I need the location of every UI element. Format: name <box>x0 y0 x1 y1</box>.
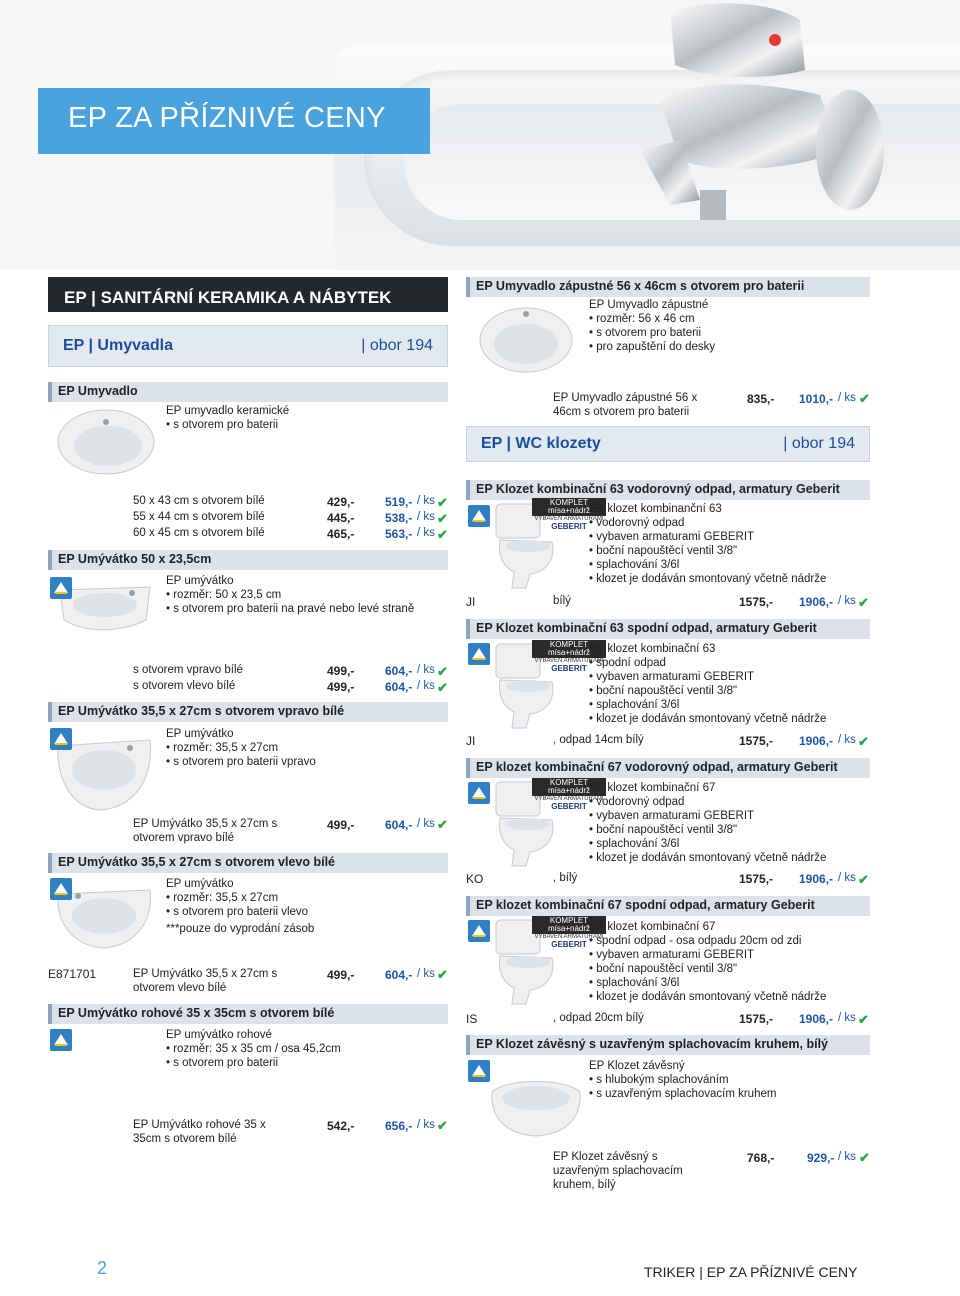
product-title-rohove: EP Umývátko rohové 35 x 35cm s otvorem bílé <box>48 1004 448 1024</box>
table-row: EP Umývátko rohové 35 x 35cm s otvorem bílé 542,- 656,- / ks ✔ <box>133 1118 448 1145</box>
page-title: EP ZA PŘÍZNIVÉ CENY <box>68 102 386 134</box>
product-title-wc1: EP Klozet kombinační 63 vodorovný odpad, armatury Geberit <box>466 480 870 500</box>
product-title-wc3: EP klozet kombinační 67 vodorovný odpad, armatury Geberit <box>466 758 870 778</box>
wc2-desc: EP klozet kombinační 63 • spodní odpad • vybaven armaturami GEBERIT • boční napouštěcí ventil 3/8" • splachování 3/6l • klozet je dodáván smontovaný včetně nádrže <box>589 643 827 725</box>
category-bar-umyvadla <box>48 325 448 367</box>
page-number: 2 <box>97 1258 108 1278</box>
product-title-wc4: EP klozet kombinační 67 spodní odpad, armatury Geberit <box>466 896 870 916</box>
product-title-umyvatko-35-vpravo: EP Umývátko 35,5 x 27cm s otvorem vpravo bílé <box>48 702 448 722</box>
table-row: s otvorem vpravo bílé 499,- 604,- / ks ✔ <box>133 664 448 679</box>
check-icon: ✔ <box>437 495 448 510</box>
product-title-umyvatko-50: EP Umývátko 50 x 23,5cm <box>48 550 448 570</box>
table-row: JI , odpad 14cm bílý 1575,- 1906,- / ks ✔ <box>466 734 869 749</box>
check-icon: ✔ <box>858 595 869 610</box>
header-banner <box>0 0 960 270</box>
check-icon: ✔ <box>437 680 448 695</box>
check-icon: ✔ <box>859 1150 870 1165</box>
table-row: EP Klozet závěsný s uzavřeným splachovacím kruhem, bílý 768,- 929,- / ks ✔ <box>553 1150 870 1191</box>
check-icon: ✔ <box>437 664 448 679</box>
category-bar-wc <box>466 426 870 462</box>
komplet-geberit-badge: KOMPLET mísa+nádrž VYBAVEN ARMATURAMI GEBERIT <box>532 640 606 674</box>
category-ref: | obor 194 <box>783 435 855 452</box>
umyvadlo-desc: EP umyvadlo keramické • s otvorem pro baterii <box>166 405 290 431</box>
basin-image <box>50 404 158 484</box>
category-title: EP | WC klozety <box>481 435 601 452</box>
product-title-zavesny: EP Klozet závěsný s uzavřeným splachovacím kruhem, bílý <box>466 1035 870 1055</box>
umyvatko-50-price-table <box>133 664 453 696</box>
table-row: 55 x 44 cm s otvorem bílé 445,- 538,- / ks ✔ <box>133 511 448 526</box>
komplet-geberit-badge: KOMPLET mísa+nádrž VYBAVEN ARMATURAMI GEBERIT <box>532 778 606 812</box>
section-title: EP | SANITÁRNÍ KERAMIKA A NÁBYTEK <box>64 288 392 307</box>
table-row: JI bílý 1575,- 1906,- / ks ✔ <box>466 595 869 610</box>
category-title: EP | Umyvadla <box>63 337 174 354</box>
zapustne-desc: EP Umyvadlo zápustné • rozměr: 56 x 46 cm • s otvorem pro baterii • pro zapuštění do desky <box>589 299 716 353</box>
product-code: E871701 <box>48 967 97 981</box>
ep-logo-icon <box>50 577 72 599</box>
wall-hung-toilet-image <box>486 1072 586 1142</box>
footer-brand: TRIKER | EP ZA PŘÍZNIVÉ CENY <box>644 1264 858 1280</box>
rohove-desc: EP umývátko rohové • rozměr: 35 x 35 cm / osa 45,2cm • s otvorem pro baterii <box>166 1029 341 1069</box>
check-icon: ✔ <box>859 391 870 406</box>
table-row: EP Umývátko 35,5 x 27cm s otvorem vlevo bílé 499,- 604,- / ks ✔ <box>133 967 448 994</box>
check-icon: ✔ <box>858 872 869 887</box>
table-row: 60 x 45 cm s otvorem bílé 465,- 563,- / ks ✔ <box>133 527 448 542</box>
ep-logo-icon <box>50 878 72 900</box>
ep-logo-icon <box>50 728 72 750</box>
table-row: IS , odpad 20cm bílý 1575,- 1906,- / ks ✔ <box>466 1012 869 1027</box>
umyvadlo-price-table <box>133 495 453 543</box>
check-icon: ✔ <box>437 527 448 542</box>
check-icon: ✔ <box>437 967 448 982</box>
komplet-geberit-badge: KOMPLET mísa+nádrž VYBAVEN ARMATURAMI GEBERIT <box>532 916 606 950</box>
ep-logo-icon <box>50 1029 72 1051</box>
zavesny-desc: EP Klozet závěsný • s hlubokým splachováním • s uzavřeným splachovacím kruhem <box>589 1060 777 1100</box>
check-icon: ✔ <box>858 1012 869 1027</box>
table-row: 50 x 43 cm s otvorem bílé 429,- 519,- / ks ✔ <box>133 495 448 510</box>
check-icon: ✔ <box>437 511 448 526</box>
drop-in-basin-image <box>466 300 576 378</box>
section-title-bar <box>48 277 448 312</box>
product-title-wc2: EP Klozet kombinační 63 spodní odpad, armatury Geberit <box>466 619 870 639</box>
check-icon: ✔ <box>437 817 448 832</box>
table-row: EP Umývátko 35,5 x 27cm s otvorem vpravo bílé 499,- 604,- / ks ✔ <box>133 817 448 844</box>
wc4-desc: EP klozet kombinační 67 • spodní odpad - osa odpadu 20cm od zdi • vybaven armaturami GEBERIT • boční napouštěcí ventil 3/8" • splachování 3/6l • klozet je dodáván smontovaný včetně nádrže <box>589 921 827 1003</box>
table-row: s otvorem vlevo bílé 499,- 604,- / ks ✔ <box>133 680 448 695</box>
umyvatko-35-vlevo-desc: EP umývátko • rozměr: 35,5 x 27cm • s otvorem pro baterii vlevo <box>166 878 309 918</box>
umyvatko-35-vpravo-desc: EP umývátko • rozměr: 35,5 x 27cm • s otvorem pro baterii vpravo <box>166 728 316 768</box>
faucet-photo <box>600 0 890 260</box>
check-icon: ✔ <box>858 734 869 749</box>
komplet-geberit-badge: KOMPLET mísa+nádrž VYBAVEN ARMATURAMI GEBERIT <box>532 498 606 532</box>
category-ref: | obor 194 <box>361 337 433 354</box>
product-title-zapustne: EP Umyvadlo zápustné 56 x 46cm s otvorem pro baterii <box>466 277 870 297</box>
table-row: EP Umyvadlo zápustné 56 x 46cm s otvorem pro baterii 835,- 1010,- / ks ✔ <box>553 391 870 418</box>
check-icon: ✔ <box>437 1118 448 1133</box>
wc3-desc: EP klozet kombinační 67 • vodorovný odpad • vybaven armaturami GEBERIT • boční napouštěcí ventil 3/8" • splachování 3/6l • klozet je dodáván smontovaný včetně nádrže <box>589 782 827 864</box>
stock-note: ***pouze do vyprodání zásob <box>166 923 315 935</box>
product-title-umyvadlo: EP Umyvadlo <box>48 382 448 402</box>
product-title-umyvatko-35-vlevo: EP Umývátko 35,5 x 27cm s otvorem vlevo bílé <box>48 853 448 873</box>
umyvatko-50-desc: EP umývátko • rozměr: 50 x 23,5 cm • s otvorem pro baterii na pravé nebo levé straně <box>166 575 415 615</box>
wc1-desc: EP klozet kombinanční 63 • vodorovný odpad • vybaven armaturami GEBERIT • boční napouštěcí ventil 3/8" • splachování 3/6l • klozet je dodáván smontovaný včetně nádrže <box>589 503 827 585</box>
table-row: KO , bílý 1575,- 1906,- / ks ✔ <box>466 872 869 887</box>
